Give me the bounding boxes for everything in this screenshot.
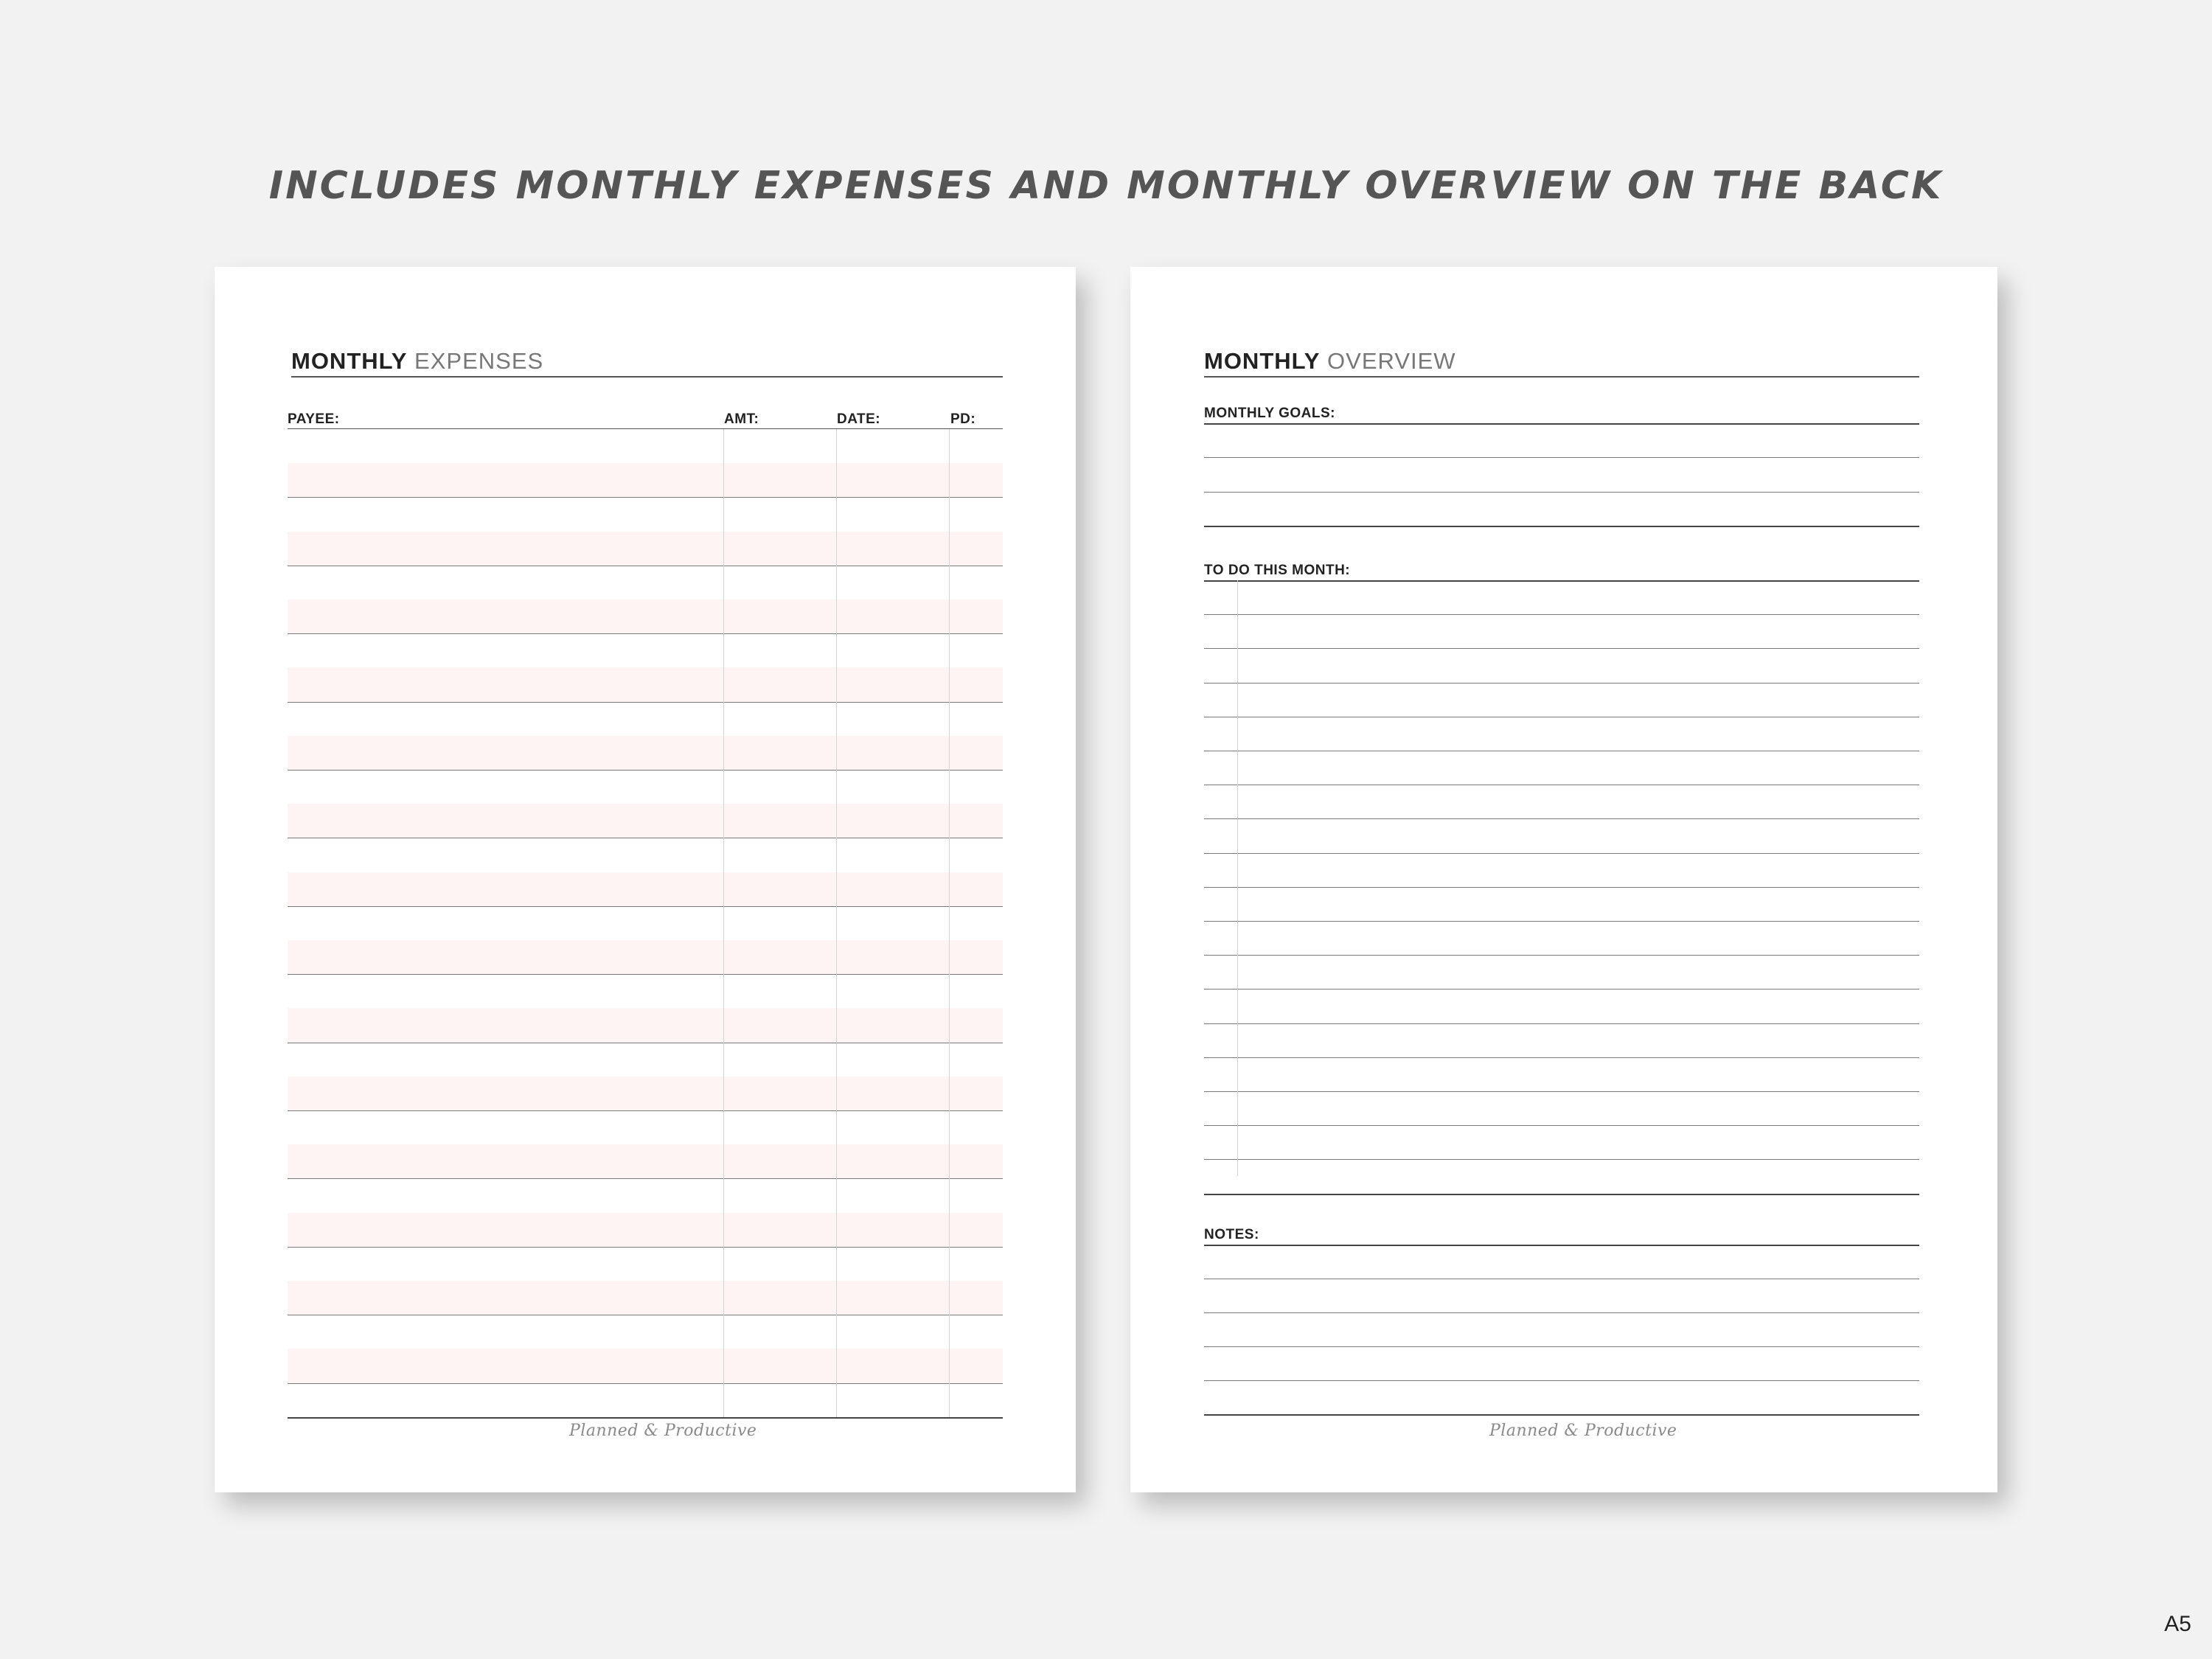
monthly-overview-page — [1130, 267, 1997, 1492]
notes-line — [1204, 1346, 1919, 1347]
todo-line — [1204, 818, 1919, 819]
row-tint — [288, 1349, 1003, 1382]
column-pd: PD: — [950, 411, 976, 427]
row-line — [288, 1417, 1003, 1419]
title-bold: MONTHLY — [1204, 348, 1321, 374]
todo-header-rule — [1204, 580, 1919, 582]
row-tint — [288, 463, 1003, 497]
checkbox-column-divider — [1237, 580, 1238, 1176]
column-divider — [836, 429, 837, 1417]
todo-line — [1204, 1159, 1919, 1160]
column-amt: AMT: — [724, 411, 759, 427]
row-tint — [288, 1077, 1003, 1110]
goals-line — [1204, 457, 1919, 458]
todo-line — [1204, 1057, 1919, 1058]
size-label: A5 — [2164, 1612, 2191, 1636]
todo-label: TO DO THIS MONTH: — [1204, 563, 1351, 578]
row-tint — [288, 736, 1003, 770]
todo-line — [1204, 887, 1919, 888]
row-line — [288, 1247, 1003, 1248]
title-light: EXPENSES — [414, 348, 544, 374]
title-bold: MONTHLY — [291, 348, 408, 374]
notes-line — [1204, 1312, 1919, 1313]
row-tint — [288, 667, 1003, 701]
todo-line — [1204, 989, 1919, 990]
header-rule — [288, 428, 1003, 429]
row-tint — [288, 872, 1003, 906]
todo-line — [1204, 955, 1919, 956]
monthly-expenses-page — [215, 267, 1076, 1492]
column-divider — [949, 429, 950, 1417]
column-payee: PAYEE: — [288, 411, 340, 427]
row-line — [288, 1178, 1003, 1179]
todo-line — [1204, 614, 1919, 615]
notes-label: NOTES: — [1204, 1227, 1259, 1242]
brand-signature: Planned & Productive — [1489, 1422, 1677, 1440]
notes-bottom-rule — [1204, 1414, 1919, 1416]
title-light: OVERVIEW — [1327, 348, 1456, 374]
row-tint — [288, 804, 1003, 838]
row-tint — [288, 940, 1003, 974]
row-tint — [288, 1008, 1003, 1042]
row-tint — [288, 1144, 1003, 1178]
title-rule — [291, 376, 1003, 378]
todo-line — [1204, 1023, 1919, 1024]
row-line — [288, 1110, 1003, 1111]
headline: INCLUDES MONTHLY EXPENSES AND MONTHLY OVERVIEW ON THE BACK — [268, 164, 1944, 208]
notes-line — [1204, 1380, 1919, 1381]
row-line — [288, 633, 1003, 634]
row-tint — [288, 1281, 1003, 1315]
todo-line — [1204, 648, 1919, 649]
row-tint — [288, 532, 1003, 566]
todo-line — [1204, 1091, 1919, 1092]
notes-header-rule — [1204, 1245, 1919, 1246]
row-tint — [288, 599, 1003, 633]
title-rule — [1204, 376, 1919, 378]
goals-header-rule — [1204, 423, 1919, 425]
row-line — [288, 702, 1003, 703]
row-tint — [288, 1213, 1003, 1247]
row-line — [288, 906, 1003, 907]
todo-line — [1204, 853, 1919, 854]
todo-bottom-rule — [1204, 1194, 1919, 1195]
page-title — [291, 348, 543, 375]
goals-label: MONTHLY GOALS: — [1204, 406, 1336, 421]
todo-line — [1204, 921, 1919, 922]
row-line — [288, 974, 1003, 975]
row-line — [288, 497, 1003, 498]
page-title — [1204, 348, 1456, 375]
todo-line — [1204, 683, 1919, 684]
row-line — [288, 770, 1003, 771]
goals-bottom-rule — [1204, 526, 1919, 527]
row-line — [288, 1383, 1003, 1384]
goals-line — [1204, 492, 1919, 493]
brand-signature: Planned & Productive — [569, 1422, 757, 1440]
todo-line — [1204, 1125, 1919, 1126]
column-date: DATE: — [837, 411, 881, 427]
column-divider — [723, 429, 724, 1417]
